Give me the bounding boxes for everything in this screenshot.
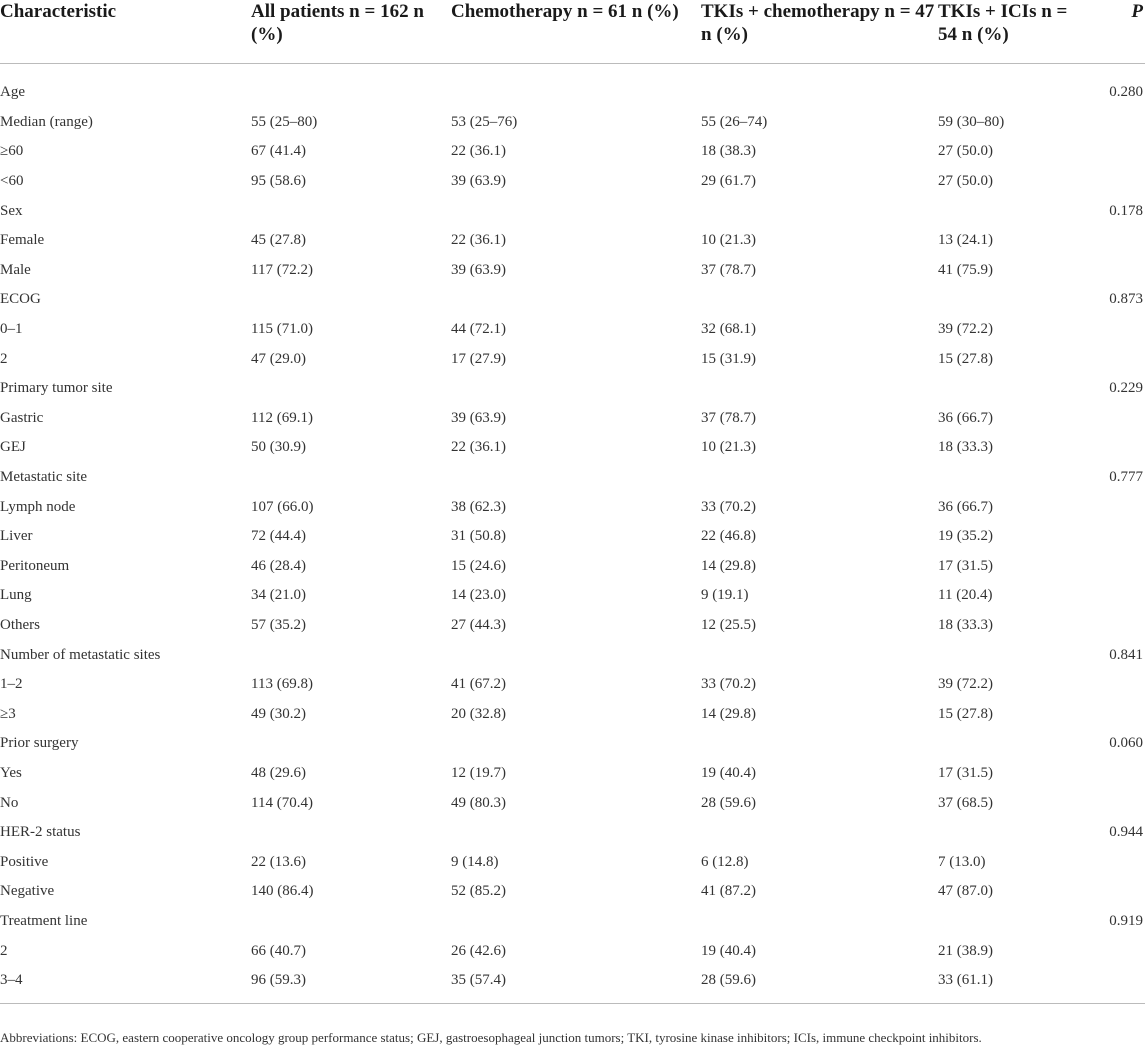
cell-all-patients	[251, 640, 451, 670]
cell-chemotherapy: 39 (63.9)	[451, 261, 506, 278]
table-row	[0, 640, 1145, 670]
table-footnote: Abbreviations: ECOG, eastern cooperative oncology group performance status; GEJ, gastroesophageal junction tumors; TKI, tyrosine kinase inhibitors; ICIs, immune checkpoint inhibitors.	[0, 1030, 982, 1045]
cell-tkis-icis: 17 (31.5)	[938, 557, 993, 574]
cell-characteristic: <60	[0, 173, 24, 190]
cell-tkis-icis	[938, 640, 1088, 670]
cell-characteristic: GEJ	[0, 439, 26, 456]
cell-tkis-chemotherapy: 22 (46.8)	[701, 528, 756, 545]
cell-characteristic: Median (range)	[0, 113, 93, 130]
cell-all-patients: 117 (72.2)	[251, 261, 313, 278]
cell-tkis-chemotherapy: 28 (59.6)	[701, 972, 756, 989]
cell-tkis-icis: 39 (72.2)	[938, 676, 993, 693]
cell-chemotherapy	[451, 640, 701, 670]
cell-characteristic: Primary tumor site	[0, 380, 113, 397]
cell-chemotherapy: 31 (50.8)	[451, 528, 506, 545]
table-row	[0, 936, 1145, 966]
cell-tkis-chemotherapy: 19 (40.4)	[701, 764, 756, 781]
cell-chemotherapy	[451, 818, 701, 848]
cell-characteristic: ECOG	[0, 291, 41, 308]
cell-tkis-icis: 11 (20.4)	[938, 587, 993, 604]
cell-tkis-icis: 47 (87.0)	[938, 883, 993, 900]
table-row	[0, 729, 1145, 759]
cell-p-value	[1088, 315, 1145, 345]
table-row	[0, 433, 1145, 463]
cell-tkis-chemotherapy: 9 (19.1)	[701, 587, 749, 604]
cell-p-value	[1088, 788, 1145, 818]
cell-p-value: 0.060	[1109, 735, 1143, 752]
cell-tkis-icis: 39 (72.2)	[938, 321, 993, 338]
cell-tkis-icis	[938, 374, 1088, 404]
cell-tkis-icis	[938, 907, 1088, 937]
cell-tkis-chemotherapy	[701, 640, 938, 670]
cell-characteristic: ≥3	[0, 705, 16, 722]
cell-all-patients: 45 (27.8)	[251, 232, 306, 249]
cell-tkis-icis: 37 (68.5)	[938, 794, 993, 811]
table-row	[0, 670, 1145, 700]
cell-tkis-chemotherapy: 37 (78.7)	[701, 261, 756, 278]
table-body	[0, 64, 1145, 1004]
cell-tkis-chemotherapy	[701, 463, 938, 493]
cell-p-value	[1088, 433, 1145, 463]
table-row	[0, 611, 1145, 641]
cell-tkis-chemotherapy	[701, 285, 938, 315]
cell-tkis-icis: 17 (31.5)	[938, 764, 993, 781]
cell-characteristic: Number of metastatic sites	[0, 646, 161, 663]
cell-all-patients: 96 (59.3)	[251, 972, 306, 989]
cell-tkis-chemotherapy: 15 (31.9)	[701, 350, 756, 367]
cell-characteristic: 0–1	[0, 321, 23, 338]
cell-chemotherapy: 14 (23.0)	[451, 587, 506, 604]
cell-p-value	[1088, 256, 1145, 286]
table-row	[0, 759, 1145, 789]
cell-chemotherapy: 22 (36.1)	[451, 439, 506, 456]
header-p-value: P	[1131, 1, 1143, 22]
cell-characteristic: HER-2 status	[0, 824, 81, 841]
cell-all-patients	[251, 463, 451, 493]
cell-p-value: 0.873	[1109, 291, 1143, 308]
cell-tkis-chemotherapy	[701, 907, 938, 937]
table-row	[0, 522, 1145, 552]
cell-tkis-icis	[938, 729, 1088, 759]
cell-characteristic: Positive	[0, 853, 49, 870]
cell-chemotherapy: 38 (62.3)	[451, 498, 506, 515]
table-row	[0, 463, 1145, 493]
cell-all-patients: 48 (29.6)	[251, 764, 306, 781]
table-row	[0, 196, 1145, 226]
cell-p-value	[1088, 226, 1145, 256]
cell-all-patients: 72 (44.4)	[251, 528, 306, 545]
cell-tkis-icis: 15 (27.8)	[938, 350, 993, 367]
cell-all-patients	[251, 729, 451, 759]
cell-tkis-icis	[938, 64, 1088, 108]
cell-p-value	[1088, 522, 1145, 552]
cell-all-patients: 49 (30.2)	[251, 705, 306, 722]
cell-tkis-icis: 41 (75.9)	[938, 261, 993, 278]
cell-p-value	[1088, 581, 1145, 611]
cell-all-patients: 34 (21.0)	[251, 587, 306, 604]
cell-characteristic: Male	[0, 261, 31, 278]
cell-characteristic: Peritoneum	[0, 557, 70, 574]
cell-tkis-chemotherapy: 55 (26–74)	[701, 113, 768, 130]
cell-p-value	[1088, 966, 1145, 1004]
header-tkis-icis: TKIs + ICIs n = 54 n (%)	[938, 1, 1068, 45]
cell-p-value: 0.178	[1109, 202, 1143, 219]
cell-all-patients: 55 (25–80)	[251, 113, 318, 130]
table-row	[0, 699, 1145, 729]
cell-chemotherapy: 52 (85.2)	[451, 883, 506, 900]
cell-p-value	[1088, 167, 1145, 197]
cell-characteristic: Sex	[0, 202, 23, 219]
cell-p-value	[1088, 936, 1145, 966]
cell-characteristic: No	[0, 794, 19, 811]
cell-p-value	[1088, 404, 1145, 434]
cell-all-patients: 115 (71.0)	[251, 321, 313, 338]
cell-characteristic: Lung	[0, 587, 32, 604]
cell-characteristic: Female	[0, 232, 45, 249]
cell-p-value	[1088, 877, 1145, 907]
cell-chemotherapy	[451, 463, 701, 493]
cell-tkis-icis: 19 (35.2)	[938, 528, 993, 545]
header-all-patients: All patients n = 162 n (%)	[251, 1, 424, 45]
cell-all-patients: 67 (41.4)	[251, 143, 306, 160]
cell-all-patients	[251, 285, 451, 315]
table-row	[0, 137, 1145, 167]
cell-tkis-chemotherapy: 33 (70.2)	[701, 676, 756, 693]
table-row	[0, 404, 1145, 434]
cell-chemotherapy: 44 (72.1)	[451, 321, 506, 338]
table-row	[0, 877, 1145, 907]
cell-all-patients: 47 (29.0)	[251, 350, 306, 367]
table-row	[0, 581, 1145, 611]
cell-chemotherapy: 49 (80.3)	[451, 794, 506, 811]
cell-characteristic: Others	[0, 616, 40, 633]
cell-p-value	[1088, 699, 1145, 729]
cell-tkis-icis: 27 (50.0)	[938, 173, 993, 190]
cell-chemotherapy: 35 (57.4)	[451, 972, 506, 989]
cell-all-patients: 140 (86.4)	[251, 883, 314, 900]
cell-tkis-chemotherapy: 6 (12.8)	[701, 853, 749, 870]
cell-p-value: 0.919	[1109, 912, 1143, 929]
cell-p-value: 0.280	[1109, 84, 1143, 101]
cell-tkis-chemotherapy	[701, 818, 938, 848]
cell-characteristic: 2	[0, 942, 8, 959]
cell-tkis-chemotherapy	[701, 374, 938, 404]
cell-tkis-icis: 18 (33.3)	[938, 439, 993, 456]
cell-chemotherapy	[451, 374, 701, 404]
cell-chemotherapy: 39 (63.9)	[451, 173, 506, 190]
table-row	[0, 285, 1145, 315]
cell-tkis-chemotherapy: 19 (40.4)	[701, 942, 756, 959]
cell-characteristic: Treatment line	[0, 912, 88, 929]
cell-tkis-chemotherapy: 18 (38.3)	[701, 143, 756, 160]
cell-tkis-chemotherapy	[701, 64, 938, 108]
table-row	[0, 167, 1145, 197]
cell-p-value: 0.777	[1109, 469, 1143, 486]
cell-chemotherapy	[451, 907, 701, 937]
cell-characteristic: Liver	[0, 528, 33, 545]
cell-tkis-icis: 36 (66.7)	[938, 498, 993, 515]
cell-tkis-icis: 36 (66.7)	[938, 409, 993, 426]
cell-characteristic: 1–2	[0, 676, 23, 693]
cell-all-patients: 95 (58.6)	[251, 173, 306, 190]
cell-tkis-chemotherapy: 12 (25.5)	[701, 616, 756, 633]
cell-tkis-chemotherapy: 14 (29.8)	[701, 705, 756, 722]
cell-all-patients: 114 (70.4)	[251, 794, 313, 811]
cell-all-patients: 107 (66.0)	[251, 498, 314, 515]
header-row	[0, 0, 1145, 64]
cell-characteristic: 2	[0, 350, 8, 367]
table-row	[0, 374, 1145, 404]
cell-chemotherapy: 20 (32.8)	[451, 705, 506, 722]
cell-characteristic: Yes	[0, 764, 22, 781]
cell-tkis-chemotherapy: 10 (21.3)	[701, 439, 756, 456]
table-row	[0, 966, 1145, 1004]
cell-characteristic: Lymph node	[0, 498, 76, 515]
cell-p-value: 0.841	[1109, 646, 1143, 663]
header-characteristic: Characteristic	[0, 1, 117, 22]
cell-tkis-icis	[938, 196, 1088, 226]
cell-chemotherapy	[451, 64, 701, 108]
table-row	[0, 492, 1145, 522]
cell-p-value	[1088, 344, 1145, 374]
cell-tkis-chemotherapy: 33 (70.2)	[701, 498, 756, 515]
cell-p-value	[1088, 759, 1145, 789]
cell-tkis-chemotherapy: 29 (61.7)	[701, 173, 756, 190]
cell-characteristic: Gastric	[0, 409, 44, 426]
cell-all-patients: 50 (30.9)	[251, 439, 306, 456]
cell-chemotherapy: 9 (14.8)	[451, 853, 499, 870]
cell-tkis-chemotherapy: 41 (87.2)	[701, 883, 756, 900]
cell-p-value	[1088, 492, 1145, 522]
cell-tkis-icis: 21 (38.9)	[938, 942, 993, 959]
cell-tkis-chemotherapy: 14 (29.8)	[701, 557, 756, 574]
cell-characteristic: 3–4	[0, 972, 23, 989]
cell-p-value	[1088, 137, 1145, 167]
cell-tkis-icis: 27 (50.0)	[938, 143, 993, 160]
cell-chemotherapy: 17 (27.9)	[451, 350, 506, 367]
cell-characteristic: ≥60	[0, 143, 24, 160]
cell-chemotherapy: 22 (36.1)	[451, 232, 506, 249]
cell-tkis-chemotherapy	[701, 729, 938, 759]
cell-p-value	[1088, 552, 1145, 582]
cell-tkis-icis: 59 (30–80)	[938, 113, 1005, 130]
cell-p-value	[1088, 670, 1145, 700]
header-tkis-chemotherapy: TKIs + chemotherapy n = 47 n (%)	[701, 1, 935, 45]
cell-tkis-chemotherapy: 37 (78.7)	[701, 409, 756, 426]
cell-chemotherapy: 41 (67.2)	[451, 676, 506, 693]
cell-tkis-chemotherapy: 10 (21.3)	[701, 232, 756, 249]
cell-chemotherapy: 26 (42.6)	[451, 942, 506, 959]
cell-chemotherapy	[451, 729, 701, 759]
table-header	[0, 0, 1145, 64]
cell-p-value	[1088, 108, 1145, 138]
cell-characteristic: Age	[0, 84, 25, 101]
cell-characteristic: Prior surgery	[0, 735, 79, 752]
table-row	[0, 818, 1145, 848]
cell-all-patients: 112 (69.1)	[251, 409, 313, 426]
cell-chemotherapy: 15 (24.6)	[451, 557, 506, 574]
table-row	[0, 64, 1145, 108]
cell-chemotherapy: 53 (25–76)	[451, 113, 518, 130]
cell-tkis-icis	[938, 285, 1088, 315]
cell-characteristic: Metastatic site	[0, 469, 88, 486]
cell-tkis-chemotherapy: 32 (68.1)	[701, 321, 756, 338]
table-row	[0, 847, 1145, 877]
cell-all-patients	[251, 907, 451, 937]
cell-tkis-icis	[938, 463, 1088, 493]
cell-chemotherapy: 39 (63.9)	[451, 409, 506, 426]
table-row	[0, 788, 1145, 818]
cell-chemotherapy: 22 (36.1)	[451, 143, 506, 160]
cell-p-value: 0.229	[1109, 380, 1143, 397]
cell-all-patients	[251, 374, 451, 404]
cell-all-patients: 66 (40.7)	[251, 942, 306, 959]
cell-p-value	[1088, 611, 1145, 641]
cell-all-patients: 113 (69.8)	[251, 676, 313, 693]
cell-characteristic: Negative	[0, 883, 55, 900]
cell-tkis-icis: 15 (27.8)	[938, 705, 993, 722]
cell-chemotherapy	[451, 196, 701, 226]
table-row	[0, 226, 1145, 256]
cell-all-patients: 22 (13.6)	[251, 853, 306, 870]
cell-p-value	[1088, 847, 1145, 877]
cell-all-patients: 57 (35.2)	[251, 616, 306, 633]
cell-tkis-icis	[938, 818, 1088, 848]
cell-tkis-icis: 7 (13.0)	[938, 853, 986, 870]
header-chemotherapy: Chemotherapy n = 61 n (%)	[451, 1, 679, 22]
cell-p-value: 0.944	[1109, 824, 1143, 841]
cell-chemotherapy: 27 (44.3)	[451, 616, 506, 633]
cell-tkis-icis: 18 (33.3)	[938, 616, 993, 633]
table-row	[0, 552, 1145, 582]
cell-all-patients	[251, 196, 451, 226]
cell-chemotherapy	[451, 285, 701, 315]
cell-tkis-icis: 13 (24.1)	[938, 232, 993, 249]
cell-all-patients: 46 (28.4)	[251, 557, 306, 574]
table-row	[0, 315, 1145, 345]
table-row	[0, 256, 1145, 286]
cell-chemotherapy: 12 (19.7)	[451, 764, 506, 781]
cell-all-patients	[251, 64, 451, 108]
cell-tkis-chemotherapy: 28 (59.6)	[701, 794, 756, 811]
table-row	[0, 344, 1145, 374]
cell-tkis-chemotherapy	[701, 196, 938, 226]
table-row	[0, 907, 1145, 937]
cell-all-patients	[251, 818, 451, 848]
cell-tkis-icis: 33 (61.1)	[938, 972, 993, 989]
table-row	[0, 108, 1145, 138]
